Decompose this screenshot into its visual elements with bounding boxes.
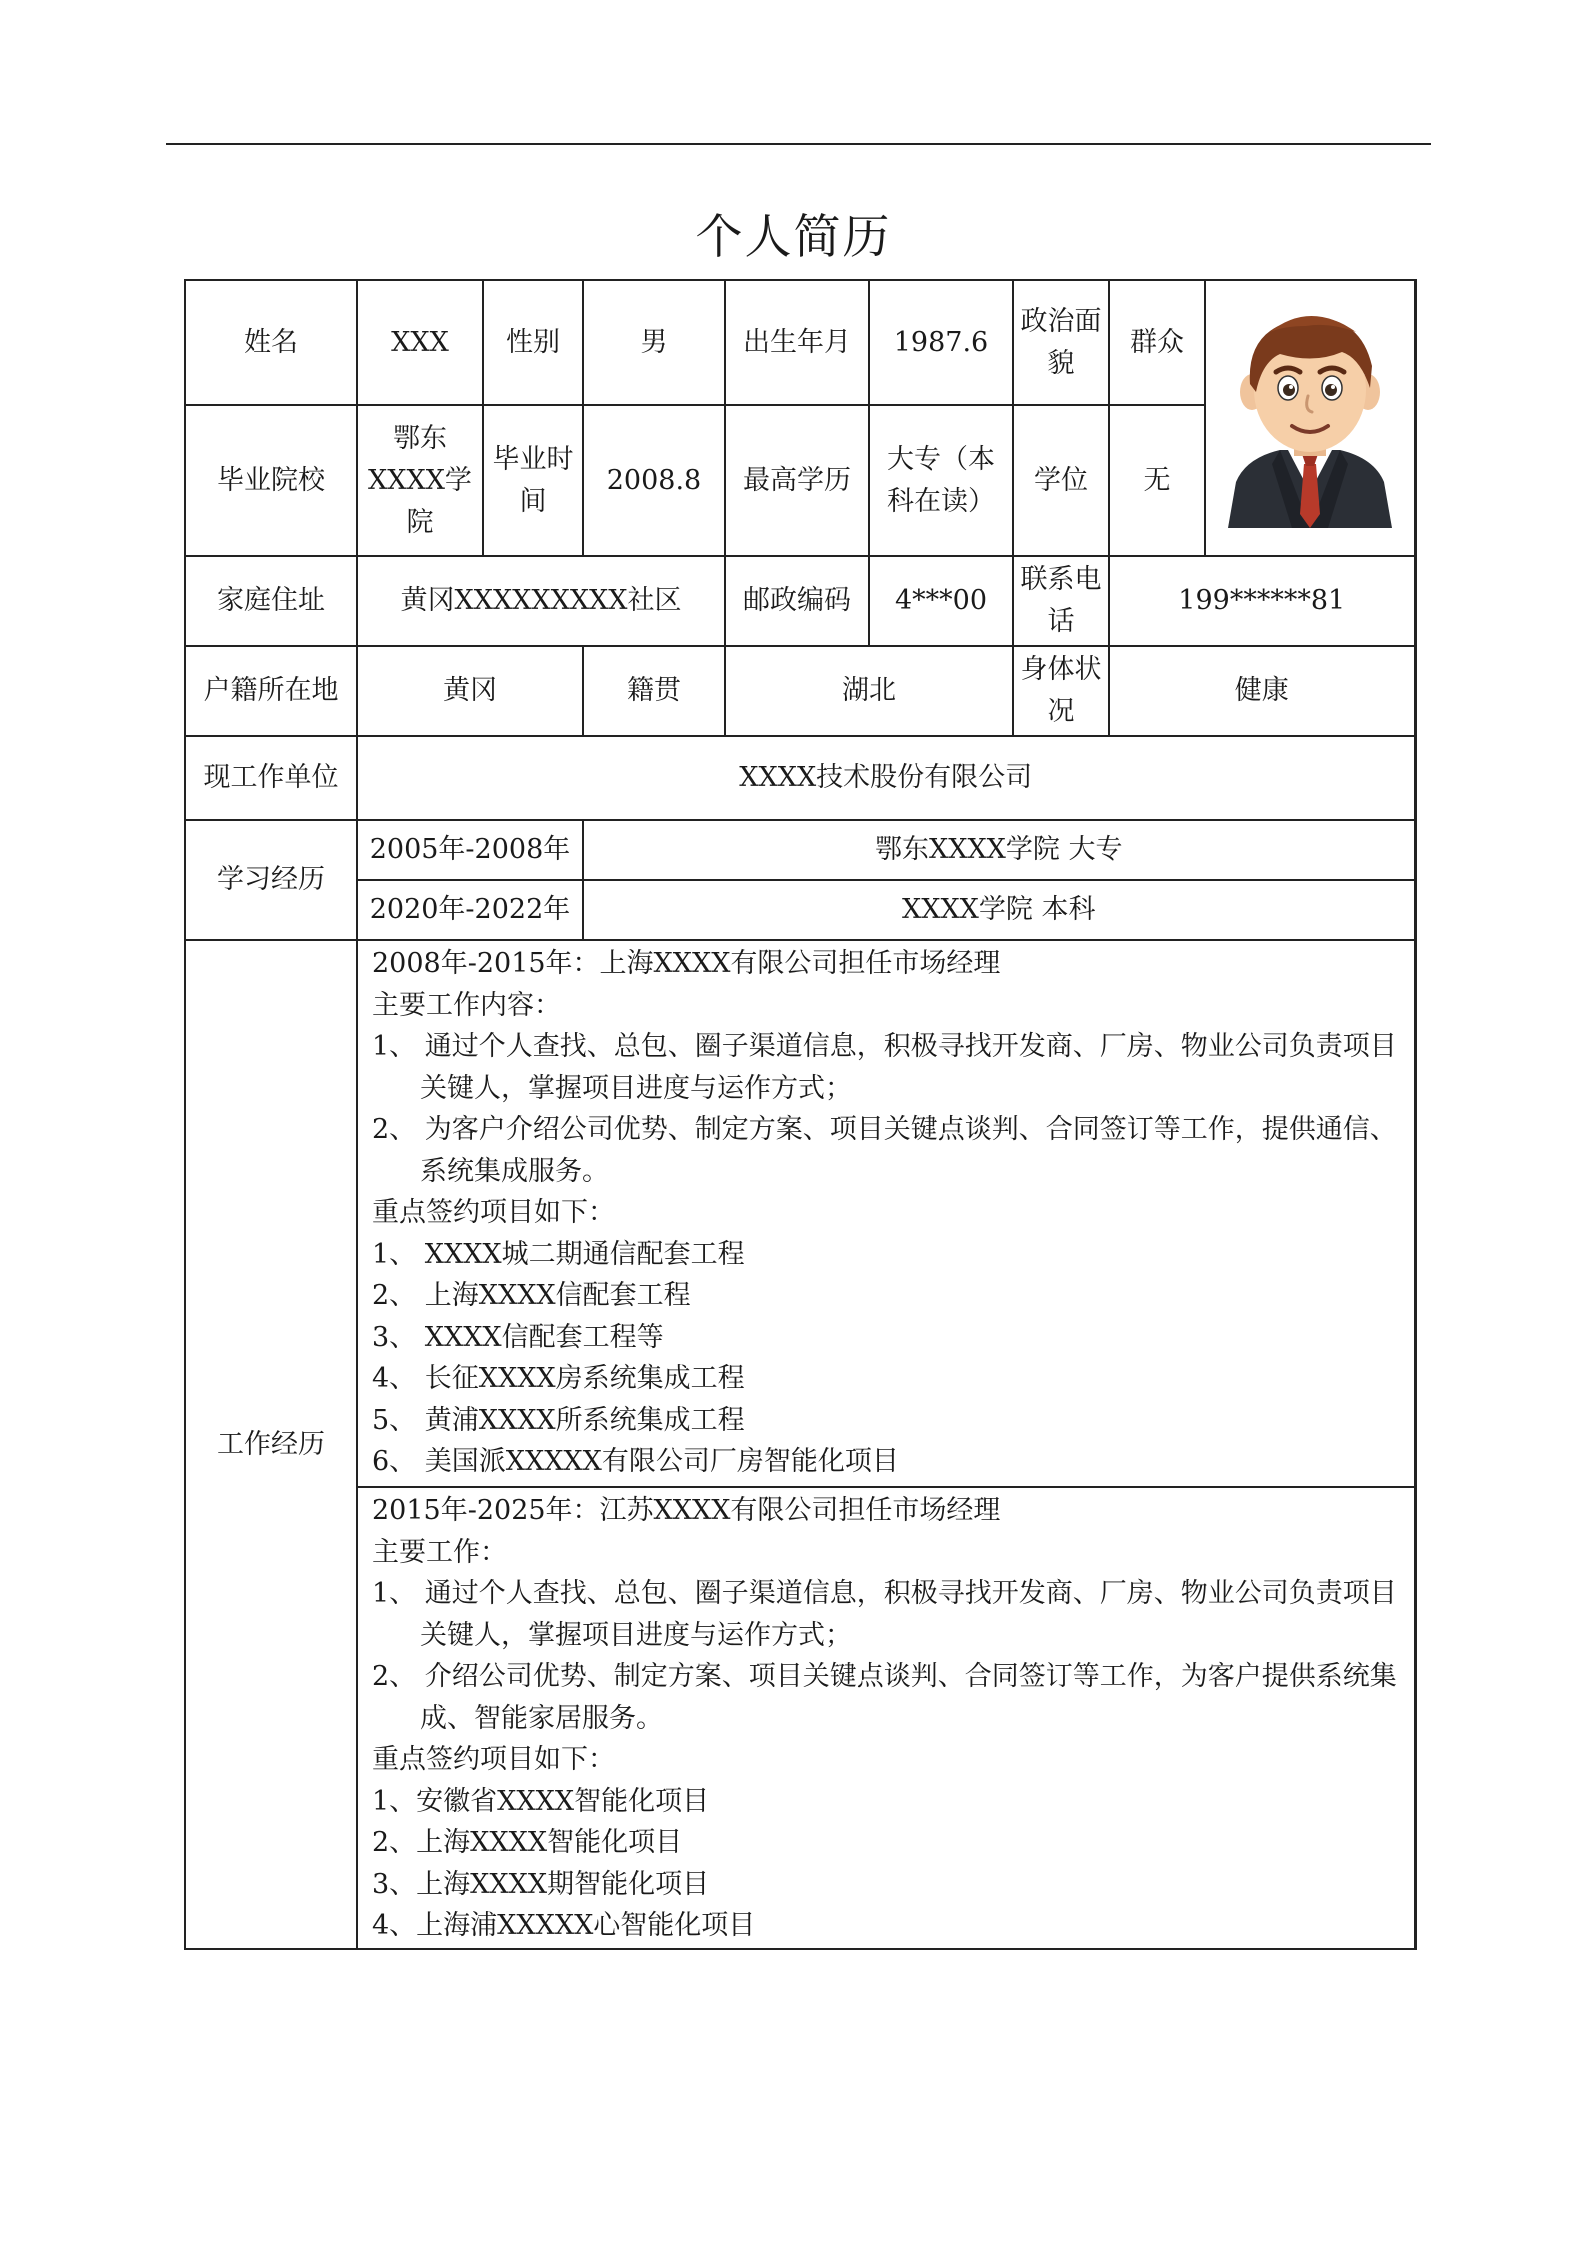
native-value: 湖北 <box>725 646 1013 736</box>
duty-item: 2、 介绍公司优势、制定方案、项目关键点谈判、合同签订等工作，为客户提供系统集成、智能家居服务。 <box>372 1661 1397 1734</box>
school-label: 毕业院校 <box>185 405 357 556</box>
project-item: 4、 长征XXXX房系统集成工程 <box>372 1363 745 1394</box>
resume-table <box>184 279 1417 1950</box>
duty-item: 1、 通过个人查找、总包、圈子渠道信息，积极寻找开发商、厂房、物业公司负责项目关键人，掌握项目进度与运作方式； <box>372 1578 1397 1651</box>
school-value: 鄂东XXXX学院 <box>357 405 483 556</box>
birth-value: 1987.6 <box>869 280 1013 405</box>
project-item: 3、上海XXXX期智能化项目 <box>372 1868 710 1900</box>
work-label: 工作经历 <box>185 940 357 1949</box>
work-block-2 <box>357 1487 1415 1949</box>
phone-label: 联系电话 <box>1013 556 1109 646</box>
edu-label: 最高学历 <box>725 405 869 556</box>
hukou-label: 户籍所在地 <box>185 646 357 736</box>
work-heading: 2015年-2025年：江苏XXXX有限公司担任市场经理 <box>372 1495 1001 1526</box>
project-item: 6、 美国派XXXXX有限公司厂房智能化项目 <box>372 1446 899 1477</box>
address-value: 黄冈XXXXXXXXX社区 <box>357 556 725 646</box>
education-detail: 鄂东XXXX学院 大专 <box>583 820 1415 880</box>
address-label: 家庭住址 <box>185 556 357 646</box>
hukou-value: 黄冈 <box>357 646 583 736</box>
project-item: 3、 XXXX信配套工程等 <box>372 1321 664 1353</box>
postcode-value: 4***00 <box>869 556 1013 646</box>
page-title: 个人简历 <box>695 210 892 265</box>
gradtime-label: 毕业时间 <box>483 405 583 556</box>
project-item: 4、上海浦XXXXX心智能化项目 <box>372 1910 756 1941</box>
project-item: 1、安徽省XXXX智能化项目 <box>372 1785 710 1817</box>
education-period: 2020年-2022年 <box>357 880 583 940</box>
project-item: 2、 上海XXXX信配套工程 <box>372 1280 691 1311</box>
degree-label: 学位 <box>1013 405 1109 556</box>
gradtime-value: 2008.8 <box>583 405 725 556</box>
birth-label: 出生年月 <box>725 280 869 405</box>
phone-value: 199******81 <box>1109 556 1415 646</box>
native-label: 籍贯 <box>583 646 725 736</box>
gender-label: 性别 <box>483 280 583 405</box>
employer-label: 现工作单位 <box>185 736 357 820</box>
degree-value: 无 <box>1109 405 1205 556</box>
gender-value: 男 <box>583 280 725 405</box>
postcode-label: 邮政编码 <box>725 556 869 646</box>
politics-value: 群众 <box>1109 280 1205 405</box>
duties-label: 主要工作内容： <box>372 989 561 1021</box>
name-value: XXX <box>357 280 483 405</box>
education-period: 2005年-2008年 <box>357 820 583 880</box>
education-detail: XXXX学院 本科 <box>583 880 1415 940</box>
projects-label: 重点签约项目如下： <box>372 1197 615 1228</box>
work-heading: 2008年-2015年：上海XXXX有限公司担任市场经理 <box>372 948 1001 979</box>
header-rule <box>166 143 1431 145</box>
employer-value: XXXX技术股份有限公司 <box>357 736 1415 820</box>
education-label: 学习经历 <box>185 820 357 940</box>
politics-label: 政治面貌 <box>1013 280 1109 405</box>
project-item: 5、 黄浦XXXX所系统集成工程 <box>372 1404 745 1436</box>
projects-label: 重点签约项目如下： <box>372 1744 615 1775</box>
work-block-1 <box>357 940 1415 1487</box>
project-item: 1、 XXXX城二期通信配套工程 <box>372 1238 745 1270</box>
project-item: 2、上海XXXX智能化项目 <box>372 1827 683 1858</box>
health-label: 身体状况 <box>1013 646 1109 736</box>
duty-item: 2、 为客户介绍公司优势、制定方案、项目关键点谈判、合同签订等工作，提供通信、系统集成服务。 <box>372 1114 1397 1187</box>
duty-item: 1、 通过个人查找、总包、圈子渠道信息，积极寻找开发商、厂房、物业公司负责项目关键人，掌握项目进度与运作方式； <box>372 1031 1397 1104</box>
duties-label: 主要工作： <box>372 1536 507 1568</box>
edu-value: 大专（本科在读） <box>869 405 1013 556</box>
name-label: 姓名 <box>185 280 357 405</box>
avatar-photo <box>1210 292 1410 532</box>
health-value: 健康 <box>1109 646 1415 736</box>
photo-cell <box>1205 280 1415 556</box>
